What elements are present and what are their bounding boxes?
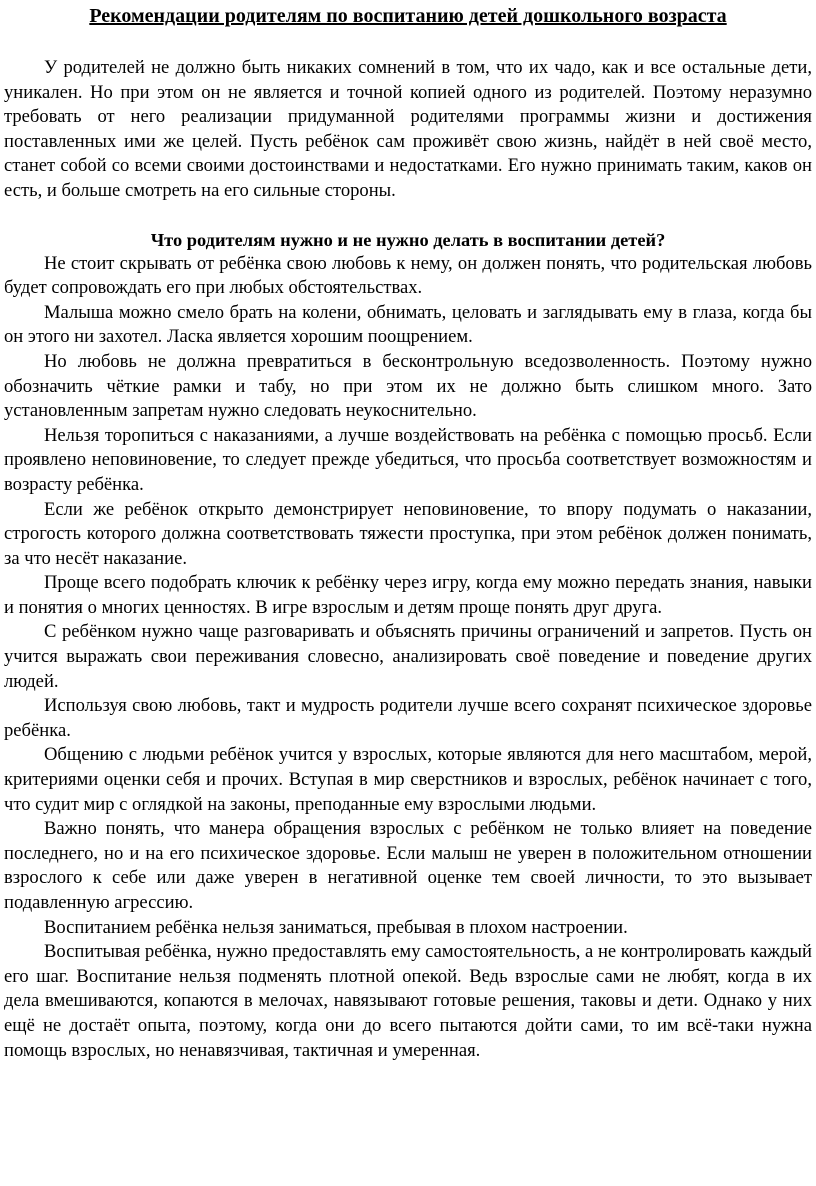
recommendation-paragraph-6: Проще всего подобрать ключик к ребёнку через игру, когда ему можно передать знания, навыки и понятия о многих ценностях. В игре взрослым и детям проще понять друг друга. [4, 572, 812, 618]
recommendation-paragraph-5: Если же ребёнок открыто демонстрирует неповиновение, то впору подумать о наказании, строгость которого должна соответствовать тяжести проступка, при этом ребёнок должен понимать, за что несёт наказание. [4, 498, 812, 569]
recommendation-paragraph-2: Малыша можно смело брать на колени, обнимать, целовать и заглядывать ему в глаза, когда бы он этого ни захотел. Ласка является хорошим поощрением. [4, 301, 812, 348]
document-title: Рекомендации родителям по воспитанию детей дошкольного возраста [89, 5, 727, 27]
recommendation-paragraph-7: С ребёнком нужно чаще разговаривать и объяснять причины ограничений и запретов. Пусть он учится выражать свои переживания словесно, анализировать своё поведение и поведение других людей. [4, 621, 812, 692]
recommendation-paragraph-11: Воспитанием ребёнка нельзя заниматься, пребывая в плохом настроении. [44, 916, 628, 938]
recommendation-paragraph-9: Общению с людьми ребёнок учится у взрослых, которые являются для него масштабом, мерой, критериями оценки себя и прочих. Вступая в мир сверстников и взрослых, ребёнок начинает с того, что судит мир с оглядкой на законы, преподанные ему взрослыми людьми. [4, 744, 812, 815]
recommendation-paragraph-1: Не стоит скрывать от ребёнка свою любовь к нему, он должен понять, что родительская любовь будет сопровождать его при любых обстоятельствах. [4, 252, 812, 299]
recommendation-paragraph-4: Нельзя торопиться с наказаниями, а лучше воздействовать на ребёнка с помощью просьб. Если проявлено неповиновение, то следует прежде убедиться, что просьба соответствует возможностям и возрасту ребёнка. [4, 424, 812, 495]
recommendation-paragraph-12: Воспитывая ребёнка, нужно предоставлять ему самостоятельность, а не контролировать каждый его шаг. Воспитание нельзя подменять плотной опекой. Ведь взрослые сами не любят, когда в их дела вмешиваются, копаются в мелочах, навязывают готовые решения, таковы и дети. Однако у них ещё не достаёт опыта, поэтому, когда они до всего пытаются дойти сами, то им всё-таки нужна помощь взрослых, но ненавязчивая, тактичная и умеренная. [4, 941, 812, 1061]
recommendations-list [4, 252, 812, 1064]
recommendation-paragraph-8: Используя свою любовь, такт и мудрость родители лучше всего сохранят психическое здоровье ребёнка. [4, 695, 812, 741]
recommendation-paragraph-10: Важно понять, что манера обращения взрослых с ребёнком не только влияет на поведение последнего, но и на его психическое здоровье. Если малыш не уверен в положительном отношении взрослого к себе или даже уверен в негативной оценке тем своей личности, то это вызывает подавленную агрессию. [4, 818, 812, 913]
section-heading: Что родителям нужно и не нужно делать в воспитании детей? [150, 229, 666, 250]
intro-paragraph: У родителей не должно быть никаких сомнений в том, что их чадо, как и все остальные дети, уникален. Но при этом он не является и точной копией одного из родителей. Поэтому неразумно требовать от него реализации придуманной родителями программы жизни и достижения поставленных ими же целей. Пусть ребёнок сам проживёт свою жизнь, найдёт в ней своё место, станет собой со всеми своими достоинствами и недостатками. Его нужно принимать таким, каков он есть, и больше смотреть на его сильные стороны. [4, 57, 812, 201]
recommendation-paragraph-3: Но любовь не должна превратиться в бесконтрольную вседозволенность. Поэтому нужно обозначить чёткие рамки и табу, но при этом их не должно быть слишком много. Зато установленным запретам нужно следовать неукоснительно. [4, 350, 812, 422]
